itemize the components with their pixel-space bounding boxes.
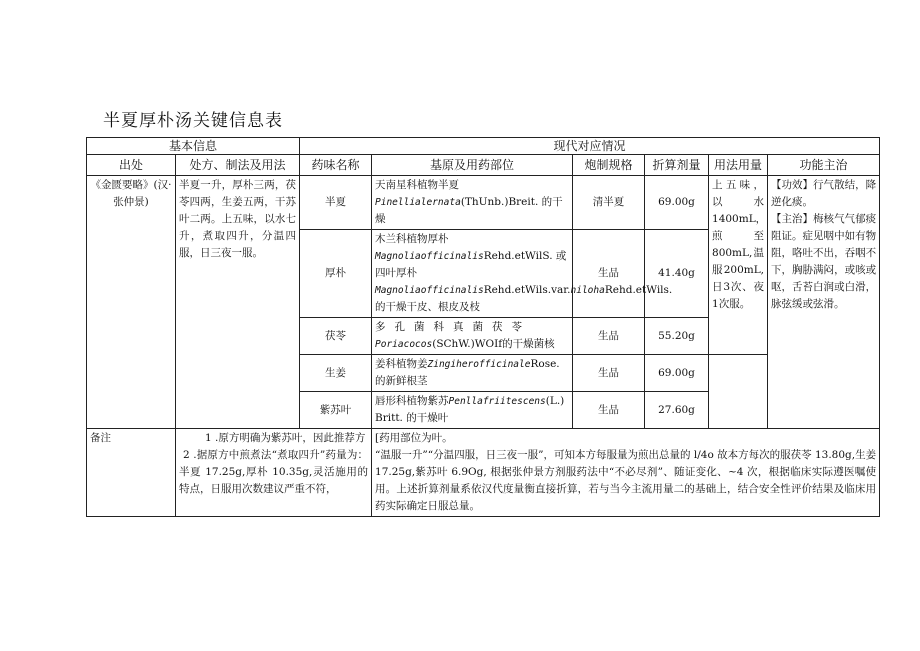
note-1-left: 1 .原方明确为紫苏叶，因此推荐方: [205, 432, 366, 444]
origin-text: (ThUnb.)Breit. 的干燥: [375, 196, 563, 225]
header-processing: 炮制规格: [573, 155, 645, 176]
header-prescription: 处方、制法及用法: [176, 155, 300, 176]
origin-latin: Zingiherofficinale: [427, 359, 531, 370]
origin-text: (SChW.)WOIf的干燥菌核: [432, 338, 555, 350]
herb-dose: 27.60g: [645, 392, 709, 429]
origin-text: Rose.的新鲜根茎: [375, 358, 560, 387]
header-origin: 基原及用药部位: [372, 155, 573, 176]
origin-text: Rehd.etWils.的干燥干皮、根皮及枝: [375, 284, 673, 313]
usage-cell-empty: [709, 355, 768, 429]
header-row-2: [87, 155, 880, 176]
usage-cell: 上五味，以水1400mL，煎至800mL,温服200mL,日3次、夜1次服。: [709, 176, 768, 355]
header-dose: 折算剂量: [645, 155, 709, 176]
origin-latin: Magnoliaofficinalis: [375, 251, 484, 262]
origin-latin: Penllafriitescens: [448, 396, 546, 407]
herb-processing: 生品: [573, 318, 645, 355]
function-indication: 【主治】梅核气气郁痰阻证。症见咽中如有物阻，咯吐不出，吞咽不下，胸胁满闷，或咳或呕，舌苔白润或白滑，脉弦缓或弦滑。: [771, 213, 877, 310]
key-info-table: [86, 137, 880, 517]
origin-text: 天南星科植物半夏: [375, 179, 460, 191]
origin-latin: Pinellialernata: [375, 197, 461, 208]
header-function: 功能主治: [768, 155, 880, 176]
herb-processing: 生品: [573, 230, 645, 318]
origin-text: Rehd.etWilS. 或四叶厚朴: [375, 250, 567, 279]
notes-label: 备注: [87, 429, 176, 517]
origin-text: (L.) Britt. 的干燥叶: [375, 395, 565, 424]
herb-name: 紫苏叶: [300, 392, 372, 429]
header-modern: 现代对应情况: [300, 138, 880, 155]
herb-dose: 69.00g: [645, 355, 709, 392]
herb-name: 厚朴: [300, 230, 372, 318]
origin-text: 木兰科植物厚朴: [375, 233, 449, 245]
header-usage: 用法用量: [709, 155, 768, 176]
origin-text: Rehd.etWils.var.: [483, 284, 571, 296]
origin-latin: Poriacocos: [375, 339, 433, 350]
function-effect: 【功效】行气散结，降逆化痰。: [771, 179, 877, 208]
header-row-1: [87, 138, 880, 155]
herb-processing: 生品: [573, 392, 645, 429]
origin-text: 姜科植物姜: [375, 358, 428, 370]
header-herb: 药味名称: [300, 155, 372, 176]
note-2-left: 2 .据原方中煎煮法“煮取四升”药量为：半夏 17.25g,厚朴 10.35g,灵活施用的特点，日服用次数建议严重不符，: [179, 449, 369, 495]
notes-right: [372, 429, 880, 517]
origin-latin: Magnoliaofficinalis: [375, 285, 484, 296]
source-cell: 《金匮要略》(汉·张仲景): [87, 176, 176, 429]
herb-processing: 生品: [573, 355, 645, 392]
header-basic-info: 基本信息: [87, 138, 300, 155]
origin-latin: hiloha: [570, 285, 605, 296]
herb-origin: [372, 176, 573, 230]
header-source: 出处: [87, 155, 176, 176]
notes-row: [87, 429, 880, 517]
table-row: [87, 176, 880, 230]
note-2-right: “温服一升”“分温四服，日三夜一服”，可知本方每服量为煎出总量的 l/4o 故本方每次的服茯苓 13.80g,生姜 17.25g,紫苏叶 6.9Og, 根据张仲景方剂服药法中“不必尽剂”、随证变化、~4 次，根据临床实际遵医嘱使用。上述折算剂量系依汉代度量衡直接折算，若与当今主流用量二的基础上，结合安全性评价结果及临床用药实际确定日服总量。: [375, 449, 877, 512]
herb-name: 半夏: [300, 176, 372, 230]
herb-name: 生姜: [300, 355, 372, 392]
notes-left: [176, 429, 372, 517]
note-1-right: [药用部位为叶。: [375, 432, 453, 444]
herb-dose: 41.40g: [645, 230, 709, 318]
herb-dose: 69.00g: [645, 176, 709, 230]
herb-origin: [372, 392, 573, 429]
origin-text: 多孔菌科真菌茯苓: [375, 321, 532, 333]
herb-origin: [372, 318, 573, 355]
herb-origin: [372, 355, 573, 392]
herb-processing: 清半夏: [573, 176, 645, 230]
herb-name: 茯苓: [300, 318, 372, 355]
herb-dose: 55.20g: [645, 318, 709, 355]
prescription-cell: 半夏一升，厚朴三两，茯苓四两，生姜五两，干苏叶二两。上五味，以水七升，煮取四升，分温四服，日三夜一服。: [176, 176, 300, 429]
document-title: 半夏厚朴汤关键信息表: [103, 111, 283, 131]
origin-text: 唇形科植物紫苏: [375, 395, 449, 407]
function-cell: [768, 176, 880, 429]
